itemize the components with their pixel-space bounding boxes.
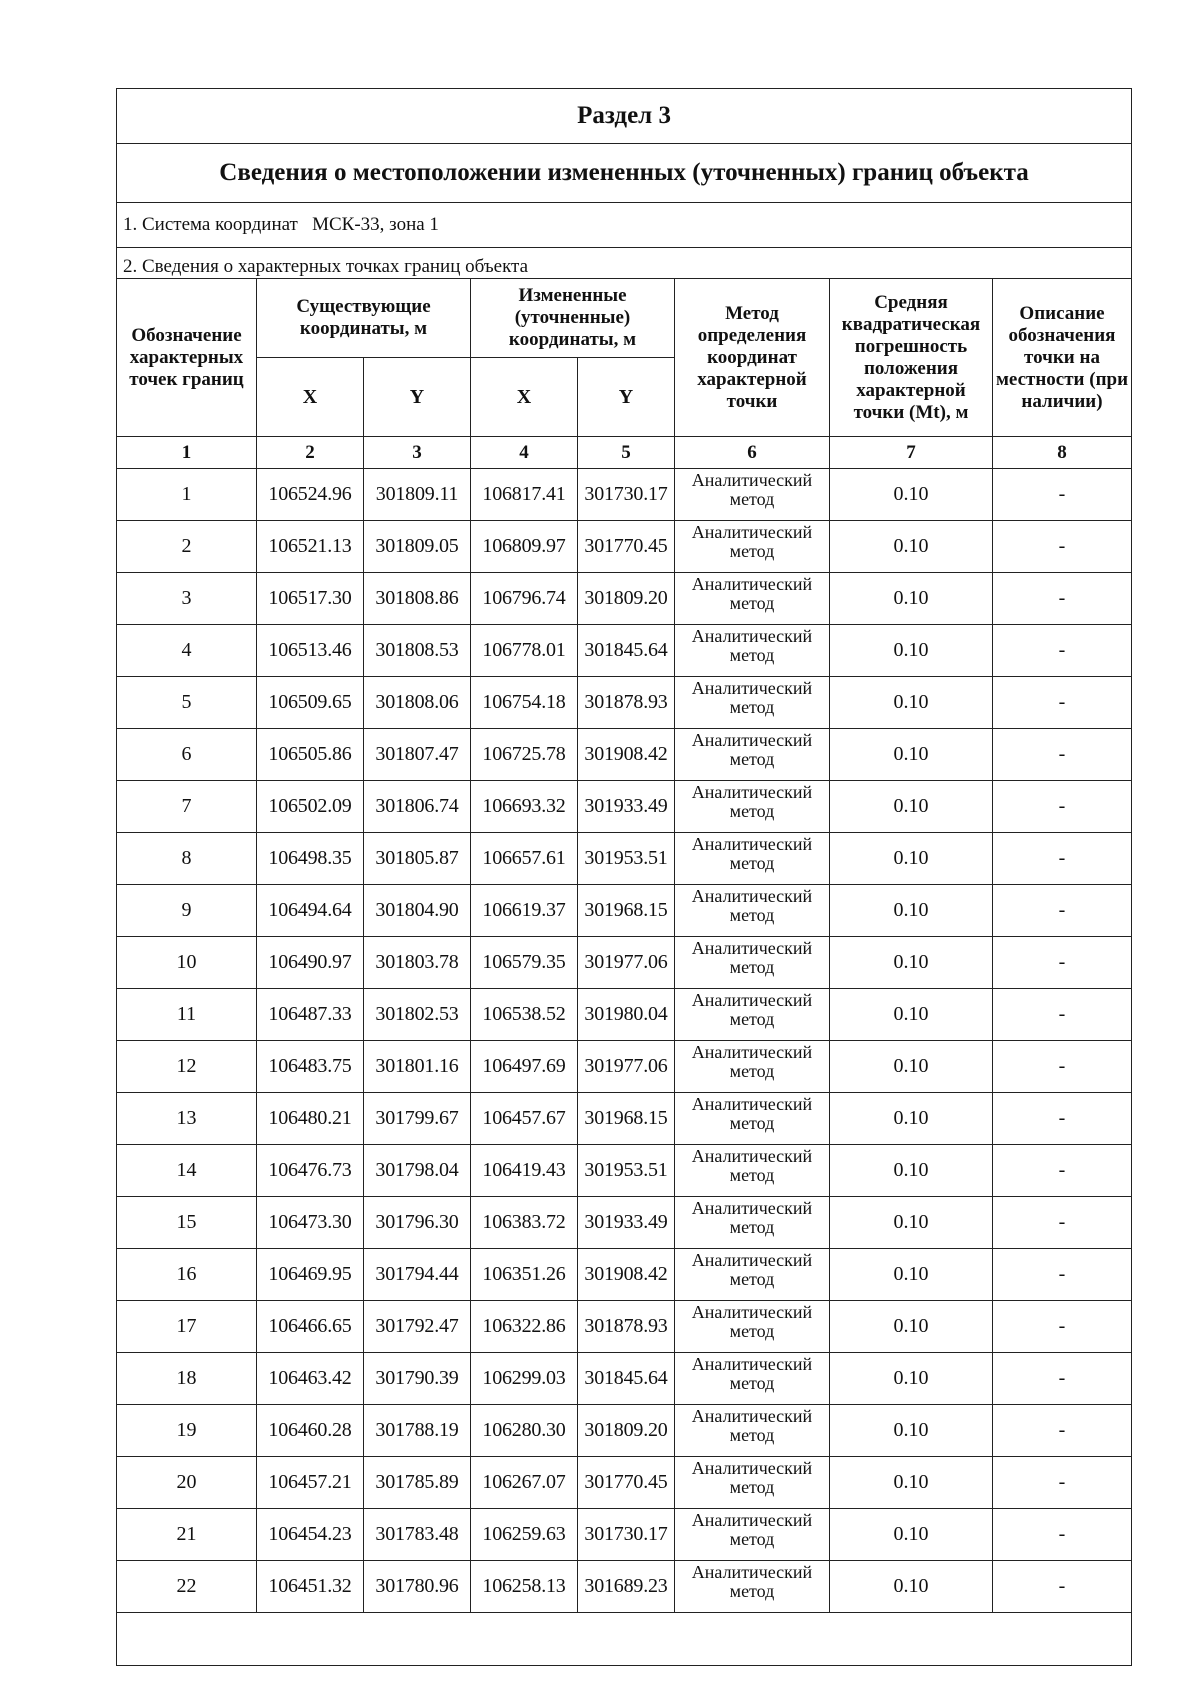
existing-x-cell: 106451.32 [257,1561,364,1613]
error-cell: 0.10 [830,625,993,677]
point-number-cell: 15 [117,1197,257,1249]
existing-x-cell: 106524.96 [257,469,364,521]
changed-y-cell: 301770.45 [578,521,675,573]
existing-x-cell: 106502.09 [257,781,364,833]
column-number: 3 [364,437,471,469]
description-cell: - [993,625,1132,677]
header-description: Описание обозначения точки на местности (при наличии) [993,279,1132,437]
method-cell: Аналитический метод [675,521,830,573]
column-number: 8 [993,437,1132,469]
point-number-cell: 16 [117,1249,257,1301]
existing-x-cell: 106487.33 [257,989,364,1041]
changed-y-cell: 301908.42 [578,1249,675,1301]
error-cell: 0.10 [830,1561,993,1613]
error-cell: 0.10 [830,1405,993,1457]
coordinate-system-label: 1. Система координат [123,214,298,235]
method-cell: Аналитический метод [675,1509,830,1561]
changed-x-cell: 106778.01 [471,625,578,677]
point-number-cell: 4 [117,625,257,677]
changed-x-cell: 106619.37 [471,885,578,937]
table-row [117,1041,1132,1093]
existing-x-cell: 106498.35 [257,833,364,885]
header-designation: Обозначение характерных точек границ [117,279,257,437]
existing-x-cell: 106490.97 [257,937,364,989]
table-row [117,1093,1132,1145]
table-row [117,1197,1132,1249]
method-cell: Аналитический метод [675,1145,830,1197]
changed-y-cell: 301845.64 [578,1353,675,1405]
changed-y-cell: 301809.20 [578,573,675,625]
description-cell: - [993,833,1132,885]
existing-y-cell: 301807.47 [364,729,471,781]
changed-y-cell: 301968.15 [578,1093,675,1145]
existing-x-cell: 106476.73 [257,1145,364,1197]
table-row [117,677,1132,729]
existing-y-cell: 301809.11 [364,469,471,521]
changed-x-cell: 106322.86 [471,1301,578,1353]
header-changed-x: X [471,358,578,437]
column-number: 7 [830,437,993,469]
changed-x-cell: 106809.97 [471,521,578,573]
existing-y-cell: 301788.19 [364,1405,471,1457]
description-cell: - [993,1145,1132,1197]
changed-x-cell: 106725.78 [471,729,578,781]
changed-y-cell: 301845.64 [578,625,675,677]
method-cell: Аналитический метод [675,573,830,625]
header-existing-y: Y [364,358,471,437]
table-row [117,1457,1132,1509]
description-cell: - [993,989,1132,1041]
error-cell: 0.10 [830,1145,993,1197]
existing-x-cell: 106480.21 [257,1093,364,1145]
description-cell: - [993,1561,1132,1613]
point-number-cell: 9 [117,885,257,937]
changed-y-cell: 301689.23 [578,1561,675,1613]
existing-x-cell: 106483.75 [257,1041,364,1093]
method-cell: Аналитический метод [675,469,830,521]
changed-x-cell: 106497.69 [471,1041,578,1093]
error-cell: 0.10 [830,1197,993,1249]
existing-y-cell: 301808.86 [364,573,471,625]
error-cell: 0.10 [830,573,993,625]
existing-y-cell: 301809.05 [364,521,471,573]
existing-y-cell: 301804.90 [364,885,471,937]
existing-y-cell: 301802.53 [364,989,471,1041]
changed-x-cell: 106267.07 [471,1457,578,1509]
existing-y-cell: 301801.16 [364,1041,471,1093]
changed-x-cell: 106754.18 [471,677,578,729]
existing-x-cell: 106463.42 [257,1353,364,1405]
changed-x-cell: 106383.72 [471,1197,578,1249]
description-cell: - [993,781,1132,833]
error-cell: 0.10 [830,521,993,573]
changed-x-cell: 106259.63 [471,1509,578,1561]
changed-y-cell: 301908.42 [578,729,675,781]
description-cell: - [993,1509,1132,1561]
point-number-cell: 14 [117,1145,257,1197]
error-cell: 0.10 [830,1041,993,1093]
method-cell: Аналитический метод [675,677,830,729]
existing-x-cell: 106513.46 [257,625,364,677]
existing-y-cell: 301792.47 [364,1301,471,1353]
existing-x-cell: 106517.30 [257,573,364,625]
description-cell: - [993,885,1132,937]
existing-y-cell: 301799.67 [364,1093,471,1145]
existing-x-cell: 106521.13 [257,521,364,573]
method-cell: Аналитический метод [675,1405,830,1457]
existing-y-cell: 301780.96 [364,1561,471,1613]
table-row [117,989,1132,1041]
coordinate-system-value: МСК-33, зона 1 [312,214,439,235]
column-number: 5 [578,437,675,469]
method-cell: Аналитический метод [675,1041,830,1093]
method-cell: Аналитический метод [675,833,830,885]
changed-x-cell: 106796.74 [471,573,578,625]
method-cell: Аналитический метод [675,729,830,781]
point-number-cell: 20 [117,1457,257,1509]
error-cell: 0.10 [830,1457,993,1509]
changed-x-cell: 106538.52 [471,989,578,1041]
point-number-cell: 10 [117,937,257,989]
changed-y-cell: 301809.20 [578,1405,675,1457]
error-cell: 0.10 [830,833,993,885]
method-cell: Аналитический метод [675,781,830,833]
table-row [117,781,1132,833]
existing-y-cell: 301806.74 [364,781,471,833]
existing-y-cell: 301808.06 [364,677,471,729]
changed-y-cell: 301878.93 [578,1301,675,1353]
table-row [117,1353,1132,1405]
boundary-points-table [116,88,1132,1666]
existing-x-cell: 106469.95 [257,1249,364,1301]
method-cell: Аналитический метод [675,989,830,1041]
description-cell: - [993,1457,1132,1509]
point-number-cell: 11 [117,989,257,1041]
existing-x-cell: 106466.65 [257,1301,364,1353]
point-number-cell: 3 [117,573,257,625]
point-number-cell: 21 [117,1509,257,1561]
point-number-cell: 6 [117,729,257,781]
header-existing-coords: Существующие координаты, м [257,279,471,358]
method-cell: Аналитический метод [675,1197,830,1249]
changed-y-cell: 301878.93 [578,677,675,729]
changed-y-cell: 301933.49 [578,1197,675,1249]
coordinate-system-line [117,203,1132,248]
changed-x-cell: 106419.43 [471,1145,578,1197]
table-row [117,833,1132,885]
method-cell: Аналитический метод [675,937,830,989]
empty-footer-cell [117,1613,1132,1666]
error-cell: 0.10 [830,1093,993,1145]
header-changed-y: Y [578,358,675,437]
point-number-cell: 12 [117,1041,257,1093]
existing-y-cell: 301798.04 [364,1145,471,1197]
existing-x-cell: 106460.28 [257,1405,364,1457]
table-row [117,1561,1132,1613]
header-mean-square-error: Средняя квадратическая погрешность положения характерной точки (Mt), м [830,279,993,437]
error-cell: 0.10 [830,989,993,1041]
description-cell: - [993,521,1132,573]
description-cell: - [993,1197,1132,1249]
changed-x-cell: 106657.61 [471,833,578,885]
table-row [117,937,1132,989]
existing-x-cell: 106494.64 [257,885,364,937]
changed-x-cell: 106299.03 [471,1353,578,1405]
error-cell: 0.10 [830,937,993,989]
column-number: 2 [257,437,364,469]
changed-y-cell: 301977.06 [578,937,675,989]
column-number: 4 [471,437,578,469]
point-number-cell: 5 [117,677,257,729]
existing-y-cell: 301794.44 [364,1249,471,1301]
table-row [117,521,1132,573]
point-number-cell: 7 [117,781,257,833]
changed-y-cell: 301977.06 [578,1041,675,1093]
changed-x-cell: 106351.26 [471,1249,578,1301]
description-cell: - [993,1301,1132,1353]
error-cell: 0.10 [830,1301,993,1353]
error-cell: 0.10 [830,677,993,729]
changed-y-cell: 301730.17 [578,469,675,521]
changed-y-cell: 301980.04 [578,989,675,1041]
error-cell: 0.10 [830,1249,993,1301]
method-cell: Аналитический метод [675,1249,830,1301]
point-number-cell: 13 [117,1093,257,1145]
point-number-cell: 1 [117,469,257,521]
section-title: Раздел 3 [117,89,1132,144]
method-cell: Аналитический метод [675,1561,830,1613]
header-changed-coords: Измененные (уточненные) координаты, м [471,279,675,358]
method-cell: Аналитический метод [675,1457,830,1509]
existing-y-cell: 301805.87 [364,833,471,885]
changed-x-cell: 106579.35 [471,937,578,989]
table-row [117,625,1132,677]
table-row [117,573,1132,625]
point-number-cell: 22 [117,1561,257,1613]
point-number-cell: 17 [117,1301,257,1353]
description-cell: - [993,1041,1132,1093]
changed-x-cell: 106258.13 [471,1561,578,1613]
changed-y-cell: 301953.51 [578,833,675,885]
changed-x-cell: 106693.32 [471,781,578,833]
existing-y-cell: 301796.30 [364,1197,471,1249]
table-row [117,1509,1132,1561]
error-cell: 0.10 [830,1353,993,1405]
changed-y-cell: 301953.51 [578,1145,675,1197]
changed-y-cell: 301770.45 [578,1457,675,1509]
column-number: 6 [675,437,830,469]
table-row [117,1249,1132,1301]
point-number-cell: 8 [117,833,257,885]
changed-x-cell: 106817.41 [471,469,578,521]
description-cell: - [993,937,1132,989]
points-section-label: 2. Сведения о характерных точках границ объекта [117,248,1132,279]
error-cell: 0.10 [830,781,993,833]
existing-y-cell: 301785.89 [364,1457,471,1509]
point-number-cell: 19 [117,1405,257,1457]
changed-y-cell: 301730.17 [578,1509,675,1561]
document-subtitle: Сведения о местоположении измененных (уточненных) границ объекта [117,144,1132,203]
table-row [117,1405,1132,1457]
method-cell: Аналитический метод [675,885,830,937]
table-row [117,729,1132,781]
method-cell: Аналитический метод [675,625,830,677]
table-row [117,885,1132,937]
point-number-cell: 18 [117,1353,257,1405]
changed-y-cell: 301933.49 [578,781,675,833]
description-cell: - [993,1353,1132,1405]
description-cell: - [993,1093,1132,1145]
error-cell: 0.10 [830,1509,993,1561]
description-cell: - [993,729,1132,781]
table-row [117,1301,1132,1353]
existing-x-cell: 106457.21 [257,1457,364,1509]
column-number: 1 [117,437,257,469]
method-cell: Аналитический метод [675,1353,830,1405]
changed-y-cell: 301968.15 [578,885,675,937]
description-cell: - [993,573,1132,625]
existing-y-cell: 301790.39 [364,1353,471,1405]
document-sheet [116,88,1131,1666]
error-cell: 0.10 [830,469,993,521]
changed-x-cell: 106457.67 [471,1093,578,1145]
method-cell: Аналитический метод [675,1301,830,1353]
existing-x-cell: 106509.65 [257,677,364,729]
existing-y-cell: 301783.48 [364,1509,471,1561]
method-cell: Аналитический метод [675,1093,830,1145]
description-cell: - [993,1249,1132,1301]
description-cell: - [993,1405,1132,1457]
description-cell: - [993,469,1132,521]
existing-x-cell: 106473.30 [257,1197,364,1249]
table-row [117,1145,1132,1197]
existing-y-cell: 301803.78 [364,937,471,989]
table-row [117,469,1132,521]
changed-x-cell: 106280.30 [471,1405,578,1457]
existing-x-cell: 106454.23 [257,1509,364,1561]
point-number-cell: 2 [117,521,257,573]
existing-x-cell: 106505.86 [257,729,364,781]
error-cell: 0.10 [830,885,993,937]
description-cell: - [993,677,1132,729]
existing-y-cell: 301808.53 [364,625,471,677]
header-existing-x: X [257,358,364,437]
header-method: Метод определения координат характерной точки [675,279,830,437]
error-cell: 0.10 [830,729,993,781]
table-footer-row [117,1613,1132,1666]
